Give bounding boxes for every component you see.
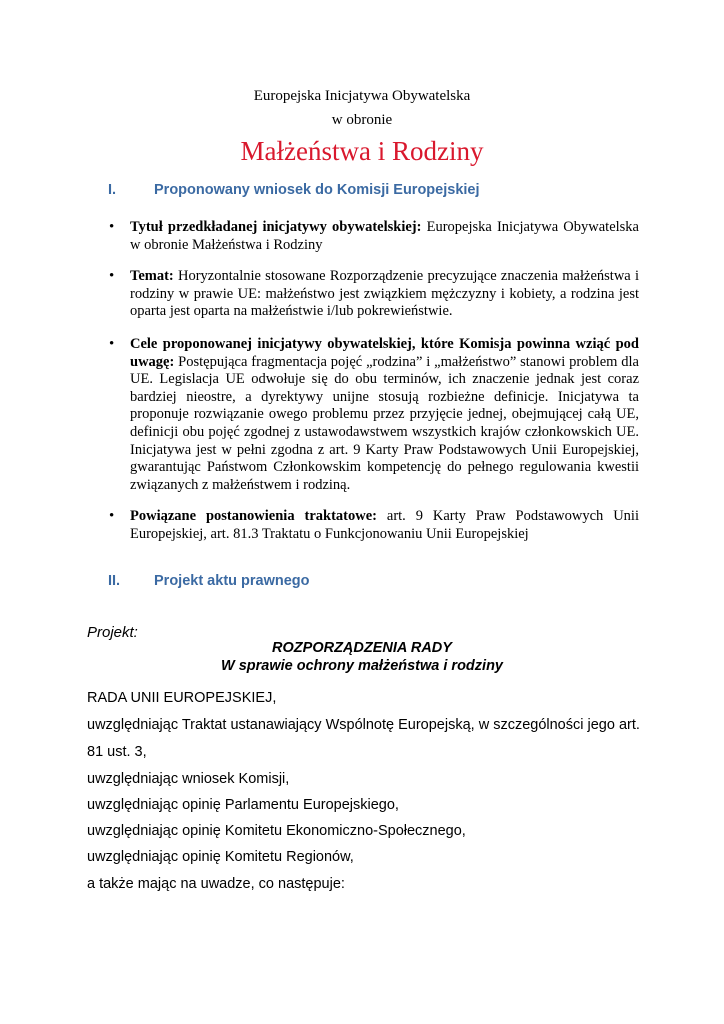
bullet-item [109, 268, 639, 322]
preamble-line: uwzględniając wniosek Komisji, [87, 771, 290, 787]
preamble-line: uwzględniając opinię Parlamentu Europejskiego, [87, 797, 399, 813]
preamble-line: uwzględniając Traktat ustanawiający Wspólnotę Europejską, w szczególności jego art. [87, 717, 640, 733]
section-heading-1 [108, 182, 480, 198]
bullet-text: art. 9 Karty Praw Podstawowych Unii Europejskiej, art. 81.3 Traktatu o Funkcjonowaniu Unii Europejskiej [130, 508, 639, 542]
document-title: Małżeństwa i Rodziny [240, 136, 484, 166]
section-title: Proponowany wniosek do Komisji Europejskiej [154, 182, 480, 198]
header-line-2: w obronie [331, 112, 393, 128]
preamble-line: uwzględniając opinię Komitetu Regionów, [87, 849, 354, 865]
bullet-item [109, 336, 639, 496]
bullet-text: Europejska Inicjatywa Obywatelska w obronie Małżeństwa i Rodziny [130, 219, 639, 253]
section-heading-2 [108, 573, 310, 589]
preamble-line: a także mając na uwadze, co następuje: [87, 876, 345, 892]
regulation-subtitle: W sprawie ochrony małżeństwa i rodziny [220, 658, 503, 674]
section-number: I. [108, 182, 117, 198]
bullet-text: Horyzontalnie stosowane Rozporządzenie precyzujące znaczenia małżeństwa i rodziny w prawie UE: małżeństwo jest związkiem mężczyzny i kobiety, a rodzina jest oparta jest oparta na małżeństwie i/lub pokrewieństwie. [130, 268, 639, 320]
bullet-label: Cele proponowanej inicjatywy obywatelskiej, które Komisja powinna wziąć pod uwagę: [130, 336, 639, 370]
bullet-icon: • [109, 508, 115, 524]
bullet-text: Postępująca fragmentacja pojęć „rodzina” i „małżeństwo” stanowi problem dla UE. Legislacja UE odwołuje się do obu terminów, ich znaczenie jednak jest coraz bardziej nieostre, a dyrektywy unijne stosują rozbieżne definicje. Inicjatywa ta proponuje rozwiązanie owego problemu przez przyjęcie jednej, obejmującej całą UE, definicji obu pojęć zgodnej z ustawodawstwem wszystkich krajów członkowskich UE. Inicjatywa jest w pełni zgodna z art. 9 Karty Praw Podstawowych Unii Europejskiej, gwarantując Państwom Członkowskim kompetencję do pełnego regulowania kwestii związanych z małżeństwem i rodziną. [130, 353, 639, 493]
header-line-1: Europejska Inicjatywa Obywatelska [253, 88, 471, 104]
preamble-line: uwzględniając opinię Komitetu Ekonomiczno-Społecznego, [87, 823, 466, 839]
bullet-item [109, 508, 639, 544]
bullet-label: Tytuł przedkładanej inicjatywy obywatelskiej: [130, 219, 422, 235]
bullet-icon: • [109, 268, 115, 284]
bullet-label: Powiązane postanowienia traktatowe: [130, 508, 377, 524]
preamble-line: RADA UNII EUROPEJSKIEJ, [87, 690, 277, 706]
section-title: Projekt aktu prawnego [154, 573, 310, 589]
section-number: II. [108, 573, 121, 589]
draft-label: Projekt: [87, 624, 138, 641]
preamble-line: 81 ust. 3, [87, 744, 147, 760]
bullet-icon: • [109, 219, 115, 235]
bullet-item [109, 219, 639, 255]
bullet-label: Temat: [130, 268, 174, 284]
bullet-icon: • [109, 336, 115, 352]
regulation-title: ROZPORZĄDZENIA RADY [272, 640, 452, 656]
